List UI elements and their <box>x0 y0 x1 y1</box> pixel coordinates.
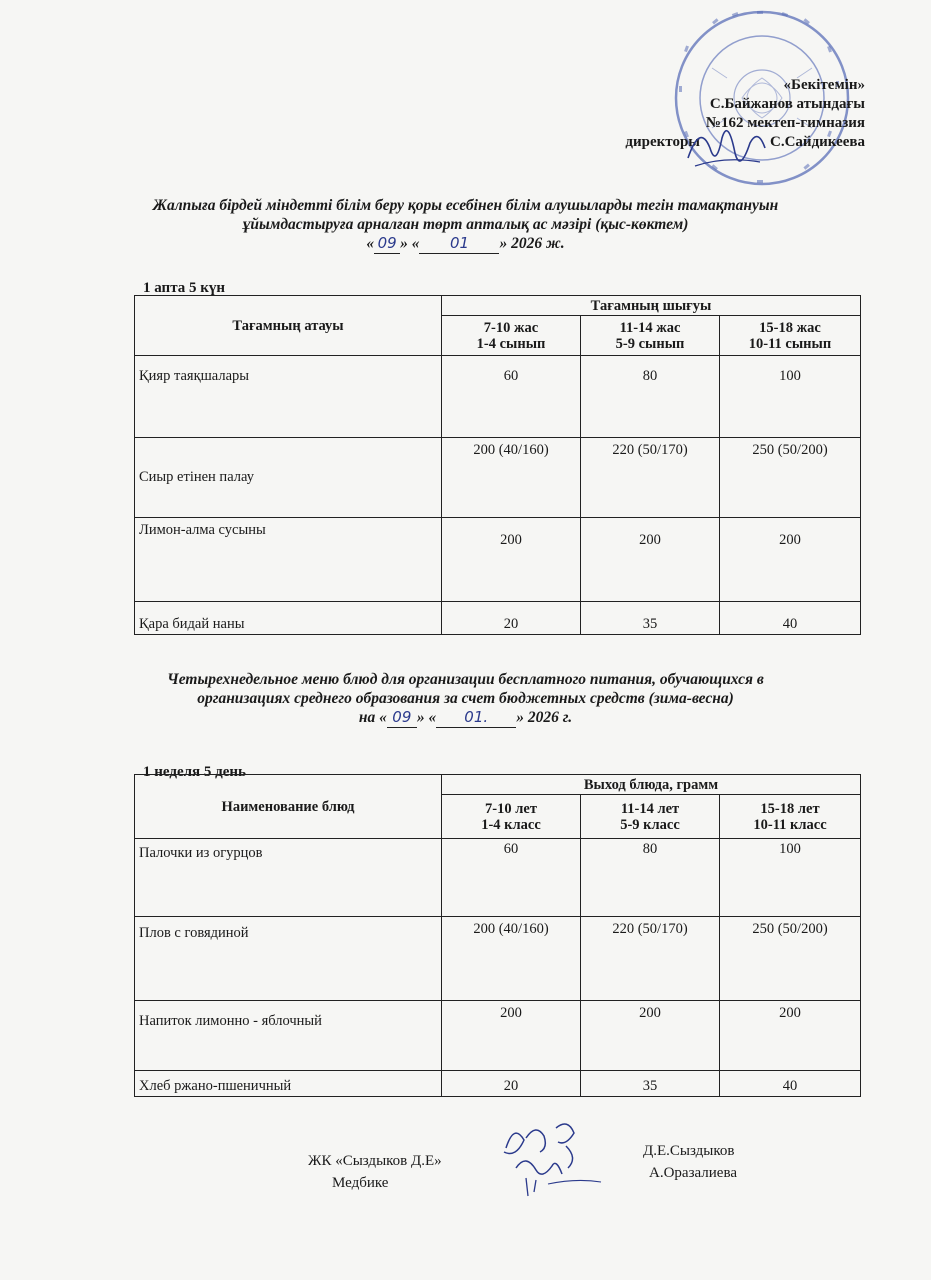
kz-date-line <box>0 234 931 254</box>
kz-age-header: 7-10 жас 1-4 сынып <box>442 316 581 356</box>
table-row <box>135 438 861 518</box>
kz-title-line1: Жалпыға бірдей міндетті білім беру қоры есебінен білім алушыларды тегін тамақтануын <box>152 197 779 214</box>
approval-director-name: С.Сайдикеева <box>770 134 865 150</box>
dish-value: 220 (50/170) <box>581 438 720 518</box>
kz-age-header: 11-14 жас 5-9 сынып <box>581 316 720 356</box>
ru-age-header: 7-10 лет 1-4 класс <box>442 795 581 839</box>
dish-name: Палочки из огурцов <box>135 839 442 917</box>
table-row <box>135 356 861 438</box>
dish-value: 220 (50/170) <box>581 917 720 1001</box>
kz-date-close: » 2026 ж. <box>499 235 565 252</box>
table-row <box>135 1071 861 1097</box>
table-row <box>135 917 861 1001</box>
dish-name: Сиыр етінен палау <box>135 438 442 518</box>
signature-left-org: ЖК «Сыздыков Д.Е» <box>308 1153 442 1169</box>
dish-value: 80 <box>581 839 720 917</box>
dish-value: 250 (50/200) <box>720 438 861 518</box>
ru-date-open: на « <box>358 709 387 726</box>
kz-col-group-header: Тағамның шығуы <box>442 296 861 316</box>
dish-value: 100 <box>720 839 861 917</box>
ru-col-name-header: Наименование блюд <box>135 775 442 839</box>
signature-right-name2: А.Оразалиева <box>649 1165 738 1181</box>
signature-left <box>308 1150 442 1194</box>
signature-right-name1: Д.Е.Сыздыков <box>643 1143 735 1159</box>
director-signature-icon <box>680 118 770 178</box>
dish-value: 100 <box>720 356 861 438</box>
dish-value: 35 <box>581 1071 720 1097</box>
dish-value: 40 <box>720 602 861 635</box>
dish-value: 20 <box>442 1071 581 1097</box>
signature-right <box>643 1140 737 1184</box>
ru-title-line1: Четырехнедельное меню блюд для организации бесплатного питания, обучающихся в <box>167 671 764 688</box>
dish-value: 200 <box>581 1001 720 1071</box>
dish-value: 200 (40/160) <box>442 438 581 518</box>
dish-value: 60 <box>442 839 581 917</box>
kz-title <box>0 196 931 254</box>
kz-age-header: 15-18 жас 10-11 сынып <box>720 316 861 356</box>
dish-value: 60 <box>442 356 581 438</box>
table-row <box>135 1001 861 1071</box>
ru-date-line <box>0 708 931 728</box>
dish-value: 35 <box>581 602 720 635</box>
dish-value: 200 (40/160) <box>442 917 581 1001</box>
dish-value: 40 <box>720 1071 861 1097</box>
ru-age-header: 15-18 лет 10-11 класс <box>720 795 861 839</box>
approval-school-line: С.Байжанов атындағы <box>709 96 865 112</box>
dish-value: 200 <box>442 518 581 602</box>
ru-week-label: 1 неделя 5 день <box>143 764 246 780</box>
dish-name: Қара бидай наны <box>135 602 442 635</box>
dish-value: 80 <box>581 356 720 438</box>
kz-week-label: 1 апта 5 күн <box>143 280 226 296</box>
kz-menu-table <box>134 295 861 635</box>
dish-value: 200 <box>720 518 861 602</box>
ru-col-group-header: Выход блюда, грамм <box>442 775 861 795</box>
ru-date-mid: » « <box>416 709 437 726</box>
ru-title-line2: организациях среднего образования за счет бюджетных средств (зима-весна) <box>197 690 734 707</box>
kz-date-month: 01 <box>449 234 470 252</box>
dish-value: 200 <box>581 518 720 602</box>
dish-value: 200 <box>720 1001 861 1071</box>
dish-value: 200 <box>442 1001 581 1071</box>
dish-value: 20 <box>442 602 581 635</box>
dish-name: Хлеб ржано-пшеничный <box>135 1071 442 1097</box>
dish-value: 250 (50/200) <box>720 917 861 1001</box>
dish-name: Лимон-алма сусыны <box>135 518 442 602</box>
ru-title <box>0 670 931 728</box>
table-row <box>135 602 861 635</box>
medic-signature-icon <box>496 1118 606 1198</box>
table-row <box>135 518 861 602</box>
dish-name: Қияр таяқшалары <box>135 356 442 438</box>
signature-left-role: Медбике <box>332 1175 389 1191</box>
kz-date-day: 09 <box>377 234 397 252</box>
ru-date-close: » 2026 г. <box>516 709 573 726</box>
kz-date-open: « <box>366 235 375 252</box>
dish-name: Напиток лимонно - яблочный <box>135 1001 442 1071</box>
approval-heading: «Бекітемін» <box>783 77 865 93</box>
kz-date-mid: » « <box>400 235 420 252</box>
ru-date-day: 09 <box>392 708 412 726</box>
table-row <box>135 839 861 917</box>
ru-age-header: 11-14 лет 5-9 класс <box>581 795 720 839</box>
approval-school-number: №162 мектеп-гимназия <box>705 115 865 131</box>
ru-menu-table <box>134 774 861 1097</box>
approval-role: директоры <box>625 134 701 150</box>
kz-col-name-header: Тағамның атауы <box>135 296 442 356</box>
ru-date-month: 01. <box>464 708 489 726</box>
dish-name: Плов с говядиной <box>135 917 442 1001</box>
kz-title-line2: ұйымдастыруға арналған төрт апталық ас мәзірі (қыс-көктем) <box>242 216 689 233</box>
